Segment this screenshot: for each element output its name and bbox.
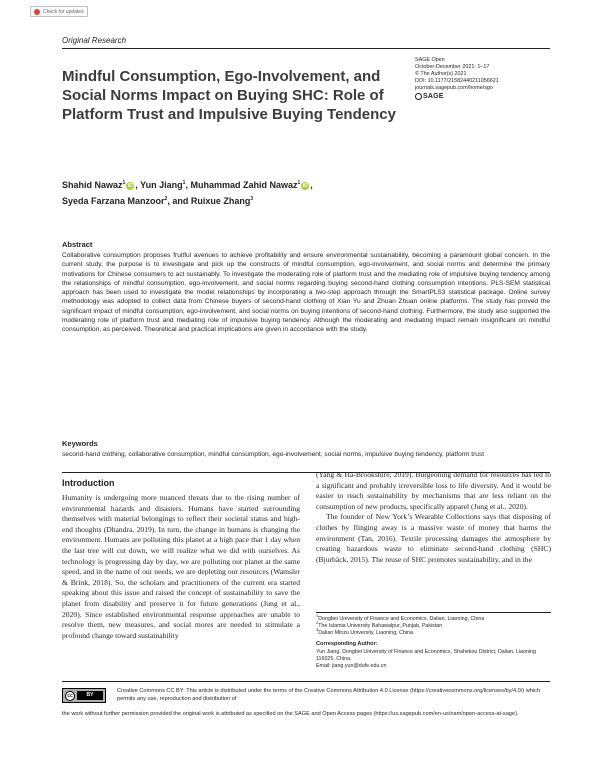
journal-url[interactable]: journals.sagepub.com/home/sgo xyxy=(415,85,493,91)
author-name: Yun Jiang xyxy=(140,180,183,190)
author-affiliation-mark: 1 xyxy=(122,180,126,186)
affiliation-mark: 3 xyxy=(316,627,319,633)
author-affiliation-mark: 2 xyxy=(164,196,168,202)
introduction-heading: Introduction xyxy=(62,478,115,488)
author-list xyxy=(62,177,482,209)
corresponding-author xyxy=(316,649,551,670)
orcid-icon[interactable]: iD xyxy=(302,182,308,189)
affiliation-mark: 1 xyxy=(316,613,319,619)
update-icon xyxy=(34,9,40,15)
top-divider xyxy=(62,48,550,49)
sage-logo-text: SAGE xyxy=(423,93,444,100)
check-for-updates-badge[interactable] xyxy=(30,6,88,17)
author-name: Ruixue Zhang xyxy=(190,196,251,206)
keywords-heading: Keywords xyxy=(62,439,98,448)
journal-issue: October-December 2021: 1–17 xyxy=(415,64,490,70)
body-paragraph: (Yang & Ha-Brookshire, 2019). Burgeoning demand for resources has led to a significant and probably irreversible loss to life diversity. And it would be easier to reach sustainability by mechanisms that are less reliant on the consumption of new products, specifically apparel (Jung et al., 2020). xyxy=(316,470,551,511)
keywords-text: second-hand clothing, collaborative consumption, mindful consumption, ego-involvement, social norms, impulsive buying tendency, platform trust xyxy=(62,451,485,458)
creative-commons-badge[interactable] xyxy=(62,688,106,703)
journal-doi[interactable]: DOI: 10.1177/21582440211056621 xyxy=(415,78,499,84)
sage-logo xyxy=(415,93,444,100)
author-name: Syeda Farzana Manzoor xyxy=(62,196,165,206)
author-separator: , and xyxy=(167,196,189,206)
affiliations xyxy=(316,613,551,637)
cc-icon: cc xyxy=(65,691,75,701)
corresponding-address: Yun Jiang, Dongbei University of Finance and Economics, Shahekou District, Dalian, Liaoning 116025, China. xyxy=(316,649,536,663)
license-text: Creative Commons CC BY: This article is distributed under the terms of the Creative Commons Attribution 4.0 License (https://creativecommons.org/licenses/by/4.0/) which permits any use, reproduction and distribution of xyxy=(117,688,541,702)
corresponding-author-heading: Corresponding Author: xyxy=(316,641,378,647)
introduction-right-column xyxy=(316,470,551,565)
body-paragraph: The founder of New York’s Wearable Collections says that disposing of clothes by flinging away is a massive waste of money that harms the environment (Tan, 2016). Textile processing damages the atmosphere by creating hazardous waste to eliminate second-hand clothing (SHC) (Bjurbäck, 2015). The reuse of SHC promotes sustainability, and in the xyxy=(316,512,551,564)
license-divider xyxy=(62,681,550,682)
license-text-continued: the work without further permission provided the original work is attributed as specified on the SAGE and Open Access pages (https://us.sagepub.com/en-us/nam/open-access-at-sage). xyxy=(62,711,519,717)
author-separator: , xyxy=(135,180,138,190)
journal-name: SAGE Open xyxy=(415,57,445,63)
affiliation-mark: 2 xyxy=(316,620,319,626)
abstract-text: Collaborative consumption proposes fruitful avenues to achieve profitability and ensure environmental sustainability, becoming a paramount global concern. In the current study, the purpose is to investigate and pick up the constructs of mindful consumption, ego-involvement, and social norms and determine the primary motivations for Chinese consumers to act sustainably. To investigate the moderating role of platform trust and the mediating role of impulsive buying tendency among the relationships of mindful consumption, ego-involvement, and social norms regarding buying second-hand clothing consumption intentions. PLS-SEM statistical approach has been used to investigate the model relationships by incorporating a two-step approach through the SmartPLS3 statistical package. Online survey methodology was adopted to collect data from Chinese buyers of second-hand clothing of Xian Yu and Zhuan Zhuan online platforms. The study has proved the significant impact of mindful consumption, ego-involvement, and social norms on buying intentions of second-hand clothing. Furthermore, the study also supported the moderating role of platform trust and mediating role of impulsive buying tendency. Although the moderating and mediating impact remain insignificant on mindful consumption, as perceived. Theoretical and practical implications are given in accordance with the study. xyxy=(62,252,550,334)
author-name: Shahid Nawaz xyxy=(62,180,123,190)
introduction-left-column: Humanity is undergoing more nuanced threats due to the rising number of environmental hazards and disasters. Humans have started surrounding themselves with material belongings to reflect their societal status and high-end thoughts (Dhandra, 2019). In turn, the change in humans is changing the environment. Humans are polluting this planet at a high pace that 1 day when the last tree will cut down, we will realize what we did with ourselves. As technology is progressing day by day, we are polluting our planet at the same speed, and in the name of our needs, we are depleting our resources (Wamsler & Brink, 2018). So, the scholars and practitioners of the current era started speaking about this issue and raised the concept of sustainability to save the planet from disability and preserve it for future generations (Jung et al., 2020). Since established environmental response approaches are unable to resolve them, new measures, and social mores are needed to stimulate a profound change toward sustainability xyxy=(62,493,300,640)
author-name: Muhammad Zahid Nawaz xyxy=(190,180,298,190)
affiliation-divider xyxy=(316,612,551,613)
author-separator: , xyxy=(185,180,188,190)
author-affiliation-mark: 1 xyxy=(182,180,186,186)
cc-by-icon: BY xyxy=(77,691,103,700)
journal-copyright: © The Author(s) 2021 xyxy=(415,71,467,77)
author-affiliation-mark: 1 xyxy=(297,180,301,186)
orcid-icon[interactable]: iD xyxy=(127,182,133,189)
affiliation-text: Dalian Minzu University, Liaoning, China xyxy=(318,630,413,637)
article-title: Mindful Consumption, Ego-Involvement, and Social Norms Impact on Buying SHC: Role of Platform Trust and Impulsive Buying Tendency xyxy=(62,68,396,123)
author-affiliation-mark: 3 xyxy=(250,196,254,202)
section-label: Original Research xyxy=(62,36,127,45)
author-separator: , xyxy=(310,180,313,190)
corresponding-email[interactable]: Email: jiang.yun@dufe.edu.cn xyxy=(316,663,387,670)
affiliation-text: Dongbei University of Finance and Economics, Dalian, Liaoning, China xyxy=(318,616,485,622)
journal-info xyxy=(415,57,565,92)
badge-label: Check for updates xyxy=(43,8,84,15)
sage-logo-icon xyxy=(415,93,422,100)
affiliation-item xyxy=(316,627,551,637)
affiliation-text: The Islamia University Bahawalpur, Punjab, Pakistan xyxy=(318,623,443,630)
abstract-heading: Abstract xyxy=(62,240,93,249)
